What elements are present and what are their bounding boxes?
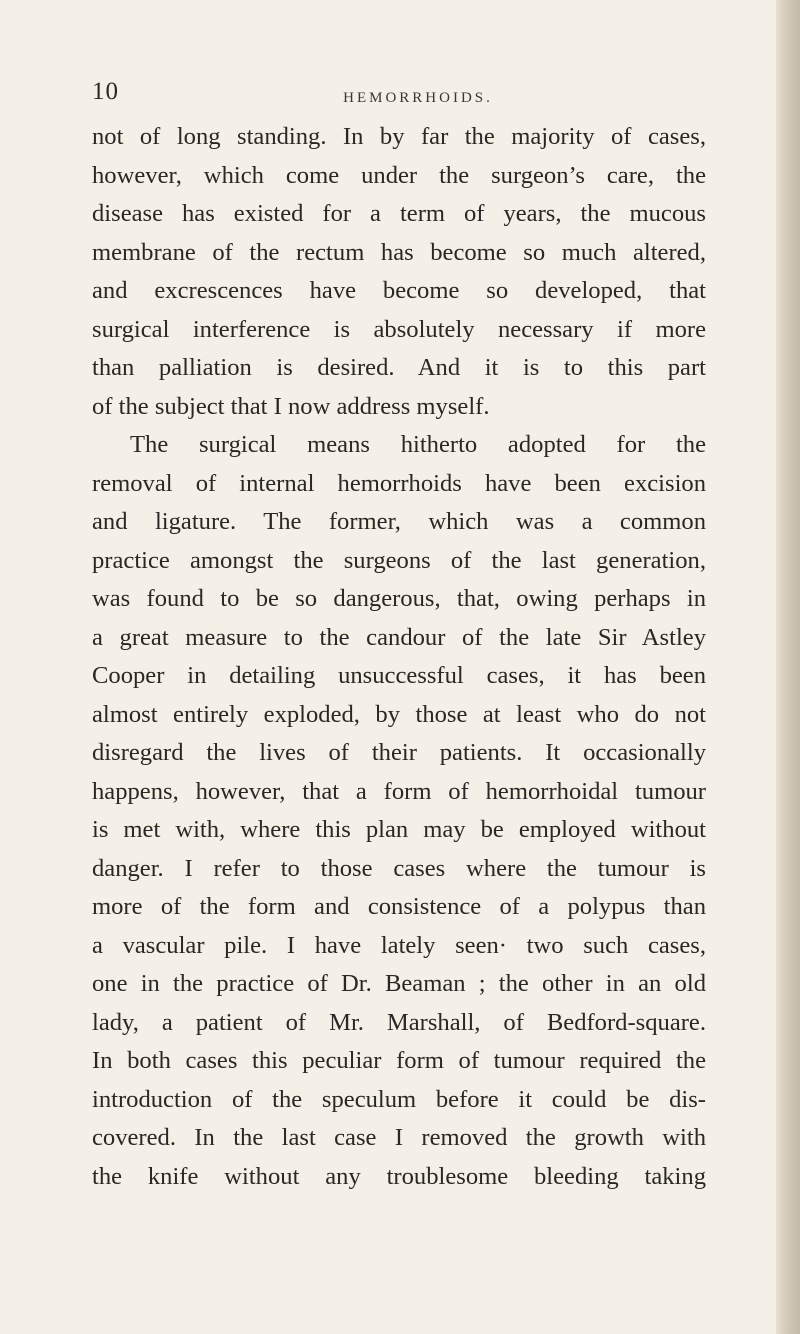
text-line: practice amongst the surgeons of the last generation, <box>92 546 706 574</box>
text-line: introduction of the speculum before it could be dis- <box>92 1085 706 1113</box>
text-line: a vascular pile. I have lately seen· two such cases, <box>92 931 706 959</box>
text-line: danger. I refer to those cases where the tumour is <box>92 854 706 882</box>
text-line: lady, a patient of Mr. Marshall, of Bedford-square. <box>92 1008 706 1036</box>
page-edge-shadow <box>776 0 800 1334</box>
text-line: The surgical means hitherto adopted for the <box>130 431 706 458</box>
text-line: more of the form and consistence of a polypus than <box>92 893 706 920</box>
body-text <box>92 118 706 1196</box>
text-line: however, which come under the surgeon’s care, the <box>92 161 706 189</box>
page-header <box>92 78 708 116</box>
text-line: removal of internal hemorrhoids have been excision <box>92 469 706 497</box>
text-line: is met with, where this plan may be employed without <box>92 816 706 843</box>
text-line: and ligature. The former, which was a common <box>92 508 706 535</box>
text-line: membrane of the rectum has become so much altered, <box>92 238 706 266</box>
text-line: covered. In the last case I removed the growth with <box>92 1124 706 1151</box>
text-line: In both cases this peculiar form of tumour required the <box>92 1047 706 1074</box>
text-line: Cooper in detailing unsuccessful cases, it has been <box>92 662 706 689</box>
text-line: almost entirely exploded, by those at least who do not <box>92 700 706 728</box>
text-line: the knife without any troublesome bleeding taking <box>92 1162 706 1190</box>
text-line: not of long standing. In by far the majority of cases, <box>92 123 706 150</box>
text-line: a great measure to the candour of the late Sir Astley <box>92 623 706 651</box>
text-line: surgical interference is absolutely necessary if more <box>92 315 706 343</box>
page-number: 10 <box>92 78 119 105</box>
text-line: disregard the lives of their patients. It occasionally <box>92 739 706 766</box>
text-line: disease has existed for a term of years, the mucous <box>92 200 706 227</box>
text-line: than palliation is desired. And it is to this part <box>92 354 706 381</box>
text-line: of the subject that I now address myself. <box>92 392 490 420</box>
running-head: HEMORRHOIDS. <box>343 90 493 106</box>
text-line: one in the practice of Dr. Beaman ; the other in an old <box>92 970 706 997</box>
text-line: happens, however, that a form of hemorrhoidal tumour <box>92 777 706 805</box>
text-line: and excrescences have become so developed, that <box>92 277 706 304</box>
text-line: was found to be so dangerous, that, owing perhaps in <box>92 585 706 612</box>
